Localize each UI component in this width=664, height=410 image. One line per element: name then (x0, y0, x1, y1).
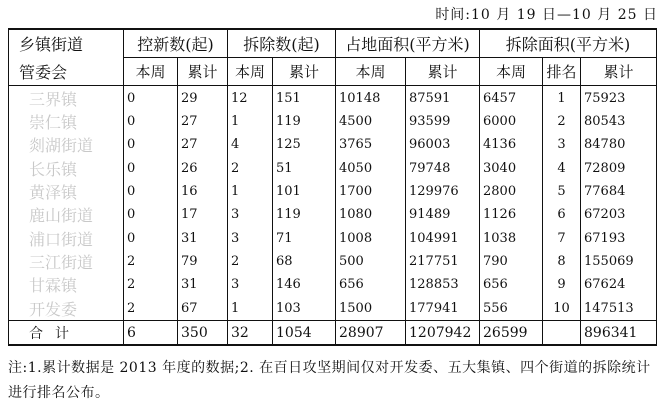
table-cell: 72809 (581, 156, 657, 179)
table-cell: 2800 (480, 180, 543, 203)
table-cell: 790 (480, 250, 543, 273)
region-name: 崇仁镇 (9, 110, 124, 133)
total-row (9, 321, 657, 346)
table-cell: 1 (228, 297, 273, 321)
table-cell: 6 (124, 321, 178, 346)
subheader-cell: 累计 (581, 57, 657, 85)
table-cell: 5 (543, 180, 581, 203)
footnote: 注:1.累计数据是 2013 年度的数据;2. 在百日攻坚期间仅对开发委、五大集镇、四个街道的拆除统计进行排名公布。 (8, 360, 651, 401)
table-cell: 8 (543, 250, 581, 273)
table-cell: 1 (228, 110, 273, 133)
table-cell: 68 (273, 250, 336, 273)
table-cell: 896341 (581, 321, 657, 346)
region-name: 三界镇 (9, 86, 124, 110)
table-cell: 9 (543, 273, 581, 296)
table-cell: 67624 (581, 273, 657, 296)
subheader-cell: 本周 (124, 57, 178, 85)
table-cell: 3040 (480, 156, 543, 179)
table-cell (543, 321, 581, 346)
table-cell: 128853 (406, 273, 480, 296)
header-row-sub (9, 57, 657, 85)
subheader-cell: 本周 (336, 57, 406, 85)
total-label: 合计 (9, 321, 124, 346)
subheader-cell: 累计 (178, 57, 228, 85)
table-row (9, 86, 657, 110)
table-cell: 27 (178, 133, 228, 156)
date-range: 时间:10 月 19 日—10 月 25 日 (435, 7, 658, 23)
table-cell: 12 (228, 86, 273, 110)
table-cell: 26 (178, 156, 228, 179)
header-group-demolition-area: 拆除面积(平方米) (480, 29, 657, 57)
table-cell: 0 (124, 133, 178, 156)
header-group-land-area: 占地面积(平方米) (336, 29, 480, 57)
table-cell: 2 (124, 250, 178, 273)
table-row (9, 297, 657, 321)
table-cell: 4136 (480, 133, 543, 156)
table-row (9, 203, 657, 226)
table-cell: 1008 (336, 227, 406, 250)
table-cell: 79748 (406, 156, 480, 179)
table-cell: 104991 (406, 227, 480, 250)
table-cell: 93599 (406, 110, 480, 133)
table-cell: 79 (178, 250, 228, 273)
table-cell: 91489 (406, 203, 480, 226)
demolition-statistics-table (8, 28, 657, 346)
table-cell: 101 (273, 180, 336, 203)
table-cell: 500 (336, 250, 406, 273)
table-cell: 84780 (581, 133, 657, 156)
table-row (9, 180, 657, 203)
table-cell: 6000 (480, 110, 543, 133)
table-cell: 1080 (336, 203, 406, 226)
table-cell: 2 (228, 156, 273, 179)
header-row-groups (9, 29, 657, 57)
subheader-cell: 本周 (228, 57, 273, 85)
table-cell: 0 (124, 203, 178, 226)
table-cell: 6 (543, 203, 581, 226)
table-row (9, 250, 657, 273)
table-cell: 1126 (480, 203, 543, 226)
table-cell: 4500 (336, 110, 406, 133)
region-name: 开发委 (9, 297, 124, 321)
table-cell: 2 (124, 297, 178, 321)
table-cell: 77684 (581, 180, 657, 203)
table-cell: 29 (178, 86, 228, 110)
table-cell: 1700 (336, 180, 406, 203)
table-cell: 71 (273, 227, 336, 250)
table-cell: 656 (480, 273, 543, 296)
table-cell: 67 (178, 297, 228, 321)
table-cell: 4 (543, 156, 581, 179)
table-cell: 16 (178, 180, 228, 203)
table-cell: 1 (543, 86, 581, 110)
table-cell: 7 (543, 227, 581, 250)
table-cell: 0 (124, 180, 178, 203)
table-cell: 1038 (480, 227, 543, 250)
table-cell: 4050 (336, 156, 406, 179)
region-name: 三江街道 (9, 250, 124, 273)
table-cell: 1 (228, 180, 273, 203)
table-cell: 556 (480, 297, 543, 321)
table-cell: 0 (124, 86, 178, 110)
table-row (9, 156, 657, 179)
table-cell: 155069 (581, 250, 657, 273)
table-row (9, 227, 657, 250)
table-cell: 3 (543, 133, 581, 156)
table-cell: 27 (178, 110, 228, 133)
header-region-bottom: 管委会 (9, 57, 124, 85)
subheader-cell: 本周 (480, 57, 543, 85)
table-cell: 10148 (336, 86, 406, 110)
table-cell: 177941 (406, 297, 480, 321)
header-group-new-illegal: 控新数(起) (124, 29, 228, 57)
table-cell: 96003 (406, 133, 480, 156)
region-name: 浦口街道 (9, 227, 124, 250)
table-cell: 2 (124, 273, 178, 296)
header-group-demolition-count: 拆除数(起) (228, 29, 336, 57)
table-cell: 3765 (336, 133, 406, 156)
header-region-top: 乡镇街道 (9, 29, 124, 57)
region-name: 甘霖镇 (9, 273, 124, 296)
table-cell: 31 (178, 273, 228, 296)
table-cell: 67193 (581, 227, 657, 250)
table-cell: 67203 (581, 203, 657, 226)
table-cell: 119 (273, 203, 336, 226)
table-cell: 3 (228, 227, 273, 250)
table-cell: 1207942 (406, 321, 480, 346)
table-cell: 129976 (406, 180, 480, 203)
table-cell: 4 (228, 133, 273, 156)
table-cell: 2 (228, 250, 273, 273)
table-cell: 32 (228, 321, 273, 346)
table-cell: 31 (178, 227, 228, 250)
table-cell: 656 (336, 273, 406, 296)
table-cell: 125 (273, 133, 336, 156)
table-cell: 28907 (336, 321, 406, 346)
table-cell: 2 (543, 110, 581, 133)
table-row (9, 110, 657, 133)
table-cell: 17 (178, 203, 228, 226)
table-row (9, 133, 657, 156)
table-cell: 3 (228, 203, 273, 226)
table-cell: 80543 (581, 110, 657, 133)
table-cell: 0 (124, 227, 178, 250)
table-cell: 151 (273, 86, 336, 110)
region-name: 鹿山街道 (9, 203, 124, 226)
subheader-cell: 排名 (543, 57, 581, 85)
region-name: 黄泽镇 (9, 180, 124, 203)
table-cell: 51 (273, 156, 336, 179)
table-cell: 10 (543, 297, 581, 321)
table-cell: 1054 (273, 321, 336, 346)
table-cell: 87591 (406, 86, 480, 110)
table-cell: 3 (228, 273, 273, 296)
table-cell: 350 (178, 321, 228, 346)
table-cell: 147513 (581, 297, 657, 321)
table-cell: 26599 (480, 321, 543, 346)
table-cell: 119 (273, 110, 336, 133)
table-cell: 6457 (480, 86, 543, 110)
table-row (9, 273, 657, 296)
table-cell: 1500 (336, 297, 406, 321)
table-cell: 217751 (406, 250, 480, 273)
table-cell: 75923 (581, 86, 657, 110)
table-cell: 0 (124, 156, 178, 179)
table-cell: 103 (273, 297, 336, 321)
subheader-cell: 累计 (406, 57, 480, 85)
table-cell: 146 (273, 273, 336, 296)
region-name: 长乐镇 (9, 156, 124, 179)
subheader-cell: 累计 (273, 57, 336, 85)
region-name: 剡湖街道 (9, 133, 124, 156)
table-cell: 0 (124, 110, 178, 133)
